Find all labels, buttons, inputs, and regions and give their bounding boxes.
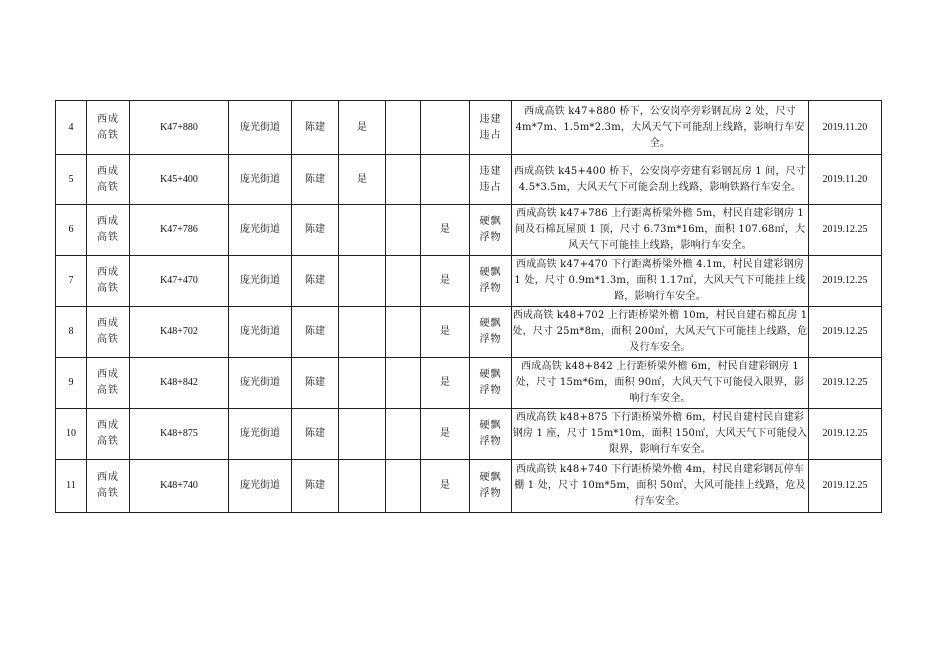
row-number: 8 bbox=[56, 307, 87, 358]
table-row bbox=[56, 101, 882, 155]
hazard-type-part: 硬飘 bbox=[479, 472, 502, 483]
hazard-type bbox=[470, 460, 512, 513]
railway-line-part: 高铁 bbox=[97, 283, 119, 294]
hazard-table bbox=[55, 100, 882, 513]
hazard-description: 西成高铁 k47+880 桥下，公安岗亭旁彩钢瓦房 2 处，尺寸 4m*7m、1.5m*2.3m，大风天气下可能刮上线路，影响行车安全。 bbox=[512, 101, 809, 155]
row-number: 11 bbox=[56, 460, 87, 513]
found-date: 2019.12.25 bbox=[809, 307, 882, 358]
hazard-type-part: 硬飘 bbox=[479, 369, 502, 380]
table-row bbox=[56, 409, 882, 460]
stake-mileage: K47+786 bbox=[130, 205, 229, 256]
hazard-type-part: 硬飘 bbox=[479, 318, 502, 329]
mark-column-c: 是 bbox=[421, 256, 470, 307]
street-office: 庞光街道 bbox=[229, 205, 292, 256]
railway-line-part: 西成 bbox=[97, 318, 119, 329]
stake-mileage: K48+702 bbox=[130, 307, 229, 358]
mark-column-c bbox=[421, 155, 470, 205]
hazard-description: 西成高铁 k48+875 下行距桥梁外檐 6m，村民自建村民自建彩钢房 1 座，尺寸 15m*10m，面积 150㎡，大风天气下可能侵入限界，影响行车安全。 bbox=[512, 409, 809, 460]
responsible-person: 陈建 bbox=[292, 155, 339, 205]
hazard-type-part: 浮物 bbox=[479, 488, 502, 499]
mark-column-c bbox=[421, 101, 470, 155]
hazard-type-part: 违占 bbox=[479, 181, 502, 193]
found-date: 2019.12.25 bbox=[809, 205, 882, 256]
table-row bbox=[56, 205, 882, 256]
found-date: 2019.12.25 bbox=[809, 256, 882, 307]
railway-line-part: 西成 bbox=[97, 420, 119, 431]
street-office: 庞光街道 bbox=[229, 409, 292, 460]
railway-line bbox=[87, 101, 130, 155]
hazard-description: 西成高铁 k48+842 上行距桥梁外檐 6m，村民自建彩钢房 1 处，尺寸 15m*6m，面积 90㎡，大风天气下可能侵入限界，影响行车安全。 bbox=[512, 358, 809, 409]
hazard-type bbox=[470, 205, 512, 256]
railway-line bbox=[87, 155, 130, 205]
railway-line-part: 高铁 bbox=[97, 129, 119, 141]
railway-line-part: 高铁 bbox=[97, 436, 119, 447]
table-row bbox=[56, 256, 882, 307]
responsible-person: 陈建 bbox=[292, 460, 339, 513]
table-row bbox=[56, 358, 882, 409]
table-row bbox=[56, 460, 882, 513]
street-office: 庞光街道 bbox=[229, 460, 292, 513]
mark-column-a bbox=[339, 460, 386, 513]
mark-column-a bbox=[339, 409, 386, 460]
street-office: 庞光街道 bbox=[229, 101, 292, 155]
row-number: 10 bbox=[56, 409, 87, 460]
hazard-description: 西成高铁 k48+702 上行距桥梁外檐 10m，村民自建石棉瓦房 1 处，尺寸 25m*8m，面积 200㎡，大风天气下可能挂上线路，危及行车安全。 bbox=[512, 307, 809, 358]
found-date: 2019.12.25 bbox=[809, 358, 882, 409]
hazard-description: 西成高铁 k45+400 桥下，公安岗亭旁建有彩钢瓦房 1 间，尺寸 4.5*3.5m，大风天气下可能会刮上线路，影响铁路行车安全。 bbox=[512, 155, 809, 205]
found-date: 2019.11.20 bbox=[809, 101, 882, 155]
mark-column-a: 是 bbox=[339, 155, 386, 205]
stake-mileage: K48+875 bbox=[130, 409, 229, 460]
hazard-type bbox=[470, 256, 512, 307]
mark-column-c: 是 bbox=[421, 460, 470, 513]
responsible-person: 陈建 bbox=[292, 409, 339, 460]
mark-column-b bbox=[386, 460, 421, 513]
mark-column-b bbox=[386, 256, 421, 307]
hazard-type-part: 违占 bbox=[479, 129, 502, 141]
responsible-person: 陈建 bbox=[292, 358, 339, 409]
railway-line-part: 高铁 bbox=[97, 232, 119, 243]
street-office: 庞光街道 bbox=[229, 256, 292, 307]
responsible-person: 陈建 bbox=[292, 205, 339, 256]
railway-line-part: 西成 bbox=[97, 165, 119, 177]
railway-line bbox=[87, 256, 130, 307]
mark-column-b bbox=[386, 307, 421, 358]
hazard-type-part: 硬飘 bbox=[479, 216, 502, 227]
railway-line-part: 高铁 bbox=[97, 488, 119, 499]
responsible-person: 陈建 bbox=[292, 307, 339, 358]
row-number: 5 bbox=[56, 155, 87, 205]
railway-line-part: 西成 bbox=[97, 369, 119, 380]
mark-column-b bbox=[386, 155, 421, 205]
railway-line bbox=[87, 205, 130, 256]
hazard-type bbox=[470, 358, 512, 409]
stake-mileage: K48+740 bbox=[130, 460, 229, 513]
hazard-type-part: 硬飘 bbox=[479, 267, 502, 278]
responsible-person: 陈建 bbox=[292, 256, 339, 307]
mark-column-a: 是 bbox=[339, 101, 386, 155]
hazard-type bbox=[470, 155, 512, 205]
row-number: 6 bbox=[56, 205, 87, 256]
mark-column-c: 是 bbox=[421, 205, 470, 256]
hazard-type-part: 违建 bbox=[479, 113, 502, 125]
table-body bbox=[56, 101, 882, 513]
hazard-type-part: 浮物 bbox=[479, 283, 502, 294]
mark-column-a bbox=[339, 307, 386, 358]
mark-column-b bbox=[386, 409, 421, 460]
row-number: 9 bbox=[56, 358, 87, 409]
railway-line-part: 高铁 bbox=[97, 334, 119, 345]
row-number: 4 bbox=[56, 101, 87, 155]
hazard-type bbox=[470, 307, 512, 358]
railway-line bbox=[87, 358, 130, 409]
found-date: 2019.11.20 bbox=[809, 155, 882, 205]
hazard-type-part: 浮物 bbox=[479, 436, 502, 447]
railway-line-part: 西成 bbox=[97, 216, 119, 227]
mark-column-c: 是 bbox=[421, 358, 470, 409]
mark-column-b bbox=[386, 205, 421, 256]
railway-line-part: 高铁 bbox=[97, 385, 119, 396]
hazard-description: 西成高铁 k47+470 下行距离桥梁外檐 4.1m，村民自建彩钢房 1 处，尺寸 0.9m*1.3m，面积 1.17㎡，大风天气下可能挂上线路，影响行车安全。 bbox=[512, 256, 809, 307]
railway-line bbox=[87, 409, 130, 460]
mark-column-c: 是 bbox=[421, 307, 470, 358]
mark-column-b bbox=[386, 358, 421, 409]
hazard-description: 西成高铁 k48+740 下行距桥梁外檐 4m，村民自建彩钢瓦停车棚 1 处，尺寸 10m*5m，面积 50㎡，大风可能挂上线路，危及行车安全。 bbox=[512, 460, 809, 513]
hazard-description: 西成高铁 k47+786 上行距离桥梁外檐 5m，村民自建彩钢房 1 间及石棉瓦屋顶 1 顶，尺寸 6.73m*16m，面积 107.68㎡，大风天气下可能挂上线路，影响行车安全。 bbox=[512, 205, 809, 256]
stake-mileage: K47+470 bbox=[130, 256, 229, 307]
railway-line-part: 西成 bbox=[97, 113, 119, 125]
stake-mileage: K47+880 bbox=[130, 101, 229, 155]
street-office: 庞光街道 bbox=[229, 358, 292, 409]
mark-column-c: 是 bbox=[421, 409, 470, 460]
hazard-type bbox=[470, 101, 512, 155]
found-date: 2019.12.25 bbox=[809, 409, 882, 460]
hazard-type-part: 浮物 bbox=[479, 232, 502, 243]
mark-column-b bbox=[386, 101, 421, 155]
stake-mileage: K45+400 bbox=[130, 155, 229, 205]
street-office: 庞光街道 bbox=[229, 307, 292, 358]
mark-column-a bbox=[339, 256, 386, 307]
hazard-type-part: 硬飘 bbox=[479, 420, 502, 431]
mark-column-a bbox=[339, 358, 386, 409]
railway-line-part: 西成 bbox=[97, 267, 119, 278]
hazard-type-part: 违建 bbox=[479, 165, 502, 177]
row-number: 7 bbox=[56, 256, 87, 307]
hazard-type-part: 浮物 bbox=[479, 385, 502, 396]
railway-line-part: 高铁 bbox=[97, 181, 119, 193]
responsible-person: 陈建 bbox=[292, 101, 339, 155]
hazard-type bbox=[470, 409, 512, 460]
railway-line-part: 西成 bbox=[97, 472, 119, 483]
railway-line bbox=[87, 460, 130, 513]
table-row bbox=[56, 155, 882, 205]
railway-line bbox=[87, 307, 130, 358]
hazard-type-part: 浮物 bbox=[479, 334, 502, 345]
stake-mileage: K48+842 bbox=[130, 358, 229, 409]
table-row bbox=[56, 307, 882, 358]
found-date: 2019.12.25 bbox=[809, 460, 882, 513]
street-office: 庞光街道 bbox=[229, 155, 292, 205]
mark-column-a bbox=[339, 205, 386, 256]
